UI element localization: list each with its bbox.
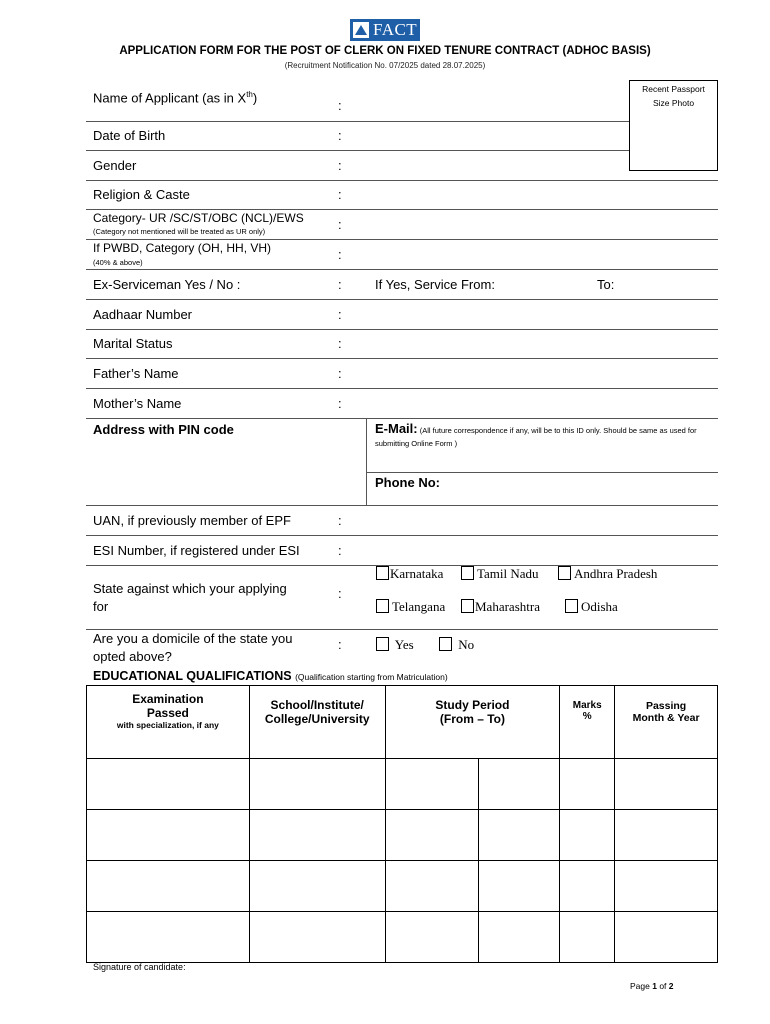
divider [86, 329, 718, 330]
table-cell[interactable] [249, 759, 385, 810]
fact-emblem-icon [353, 22, 369, 38]
signature-field[interactable] [212, 958, 412, 976]
table-cell[interactable] [479, 912, 560, 963]
checkbox[interactable] [376, 566, 389, 580]
esi-input[interactable] [355, 538, 715, 562]
signature-label: Signature of candidate: [93, 962, 186, 972]
mother-colon: : [338, 396, 342, 411]
name-input[interactable] [355, 92, 625, 116]
state-option-andhra-pradesh[interactable]: Andhra Pradesh [558, 566, 657, 582]
table-cell[interactable] [560, 861, 615, 912]
header-study-period: Study Period (From – To) [385, 686, 560, 759]
ex-serviceman-colon: : [338, 277, 342, 292]
table-row [87, 861, 718, 912]
state-label-line2: for [93, 599, 109, 614]
divider [86, 629, 718, 630]
state-option-odisha[interactable]: Odisha [565, 599, 618, 615]
table-cell[interactable] [615, 912, 718, 963]
table-cell[interactable] [615, 861, 718, 912]
email-block [375, 422, 710, 450]
father-label: Father’s Name [93, 366, 179, 381]
table-cell[interactable] [385, 810, 479, 861]
address-label: Address with PIN code [93, 422, 234, 437]
table-cell[interactable] [479, 759, 560, 810]
marital-input[interactable] [355, 332, 715, 356]
state-option-telangana[interactable]: Telangana [376, 599, 445, 615]
pwbd-input[interactable] [355, 242, 715, 266]
checkbox[interactable] [376, 637, 389, 651]
category-colon: : [338, 217, 342, 232]
divider [86, 239, 718, 240]
marital-colon: : [338, 336, 342, 351]
table-cell[interactable] [87, 759, 250, 810]
phone-input[interactable] [450, 474, 715, 500]
table-cell[interactable] [560, 759, 615, 810]
state-label-line1: State against which your applying [93, 581, 287, 596]
table-cell[interactable] [479, 810, 560, 861]
uan-label: UAN, if previously member of EPF [93, 513, 291, 528]
education-heading: EDUCATIONAL QUALIFICATIONS (Qualification starting from Matriculation) [93, 669, 448, 683]
header-examination: Examination Passed with specialization, if any [87, 686, 250, 759]
dob-colon: : [338, 128, 342, 143]
table-cell[interactable] [87, 912, 250, 963]
header-school: School/Institute/ College/University [249, 686, 385, 759]
education-table [86, 685, 718, 963]
photo-box-line1: Recent Passport [642, 84, 705, 94]
photo-box-line2: Size Photo [652, 98, 695, 108]
service-from-label: If Yes, Service From: [375, 277, 495, 292]
esi-label: ESI Number, if registered under ESI [93, 543, 300, 558]
category-note: (Category not mentioned will be treated as UR only) [93, 227, 266, 236]
divider [366, 418, 367, 505]
table-cell[interactable] [560, 912, 615, 963]
email-input[interactable] [375, 452, 710, 470]
service-to-input[interactable] [622, 272, 716, 296]
table-cell[interactable] [249, 912, 385, 963]
table-cell[interactable] [385, 759, 479, 810]
address-input[interactable] [90, 440, 362, 502]
father-colon: : [338, 366, 342, 381]
checkbox[interactable] [439, 637, 452, 651]
gender-colon: : [338, 158, 342, 173]
passport-photo-box[interactable] [629, 80, 718, 171]
table-cell[interactable] [385, 861, 479, 912]
divider [86, 505, 718, 506]
table-cell[interactable] [87, 861, 250, 912]
gender-label: Gender [93, 158, 137, 173]
aadhaar-input[interactable] [355, 302, 715, 326]
divider [86, 150, 629, 151]
category-input[interactable] [355, 212, 715, 236]
divider [86, 535, 718, 536]
mother-label: Mother’s Name [93, 396, 182, 411]
email-note: (All future correspondence if any, will be to this ID only. Should be same as used for submitting Online Form ) [375, 426, 697, 448]
table-row [87, 759, 718, 810]
divider [86, 388, 718, 389]
table-cell[interactable] [249, 861, 385, 912]
checkbox[interactable] [565, 599, 578, 613]
table-row [87, 810, 718, 861]
state-option-karnataka[interactable]: Karnataka [376, 566, 443, 582]
domicile-colon: : [338, 637, 342, 652]
divider [366, 472, 718, 473]
pwbd-note: (40% & above) [93, 258, 143, 267]
table-row [87, 912, 718, 963]
state-option-maharashtra[interactable]: Maharashtra [461, 599, 540, 615]
email-label: E-Mail: [375, 421, 418, 436]
religion-colon: : [338, 187, 342, 202]
mother-input[interactable] [355, 391, 715, 415]
dob-label: Date of Birth [93, 128, 166, 143]
uan-input[interactable] [355, 508, 715, 532]
table-cell[interactable] [560, 810, 615, 861]
logo-text: FACT [373, 20, 418, 39]
domicile-option-yes[interactable]: Yes [376, 637, 414, 653]
header-passing: Passing Month & Year [615, 686, 718, 759]
service-to-label: To: [597, 277, 615, 292]
divider [86, 358, 718, 359]
divider [86, 299, 718, 300]
uan-colon: : [338, 513, 342, 528]
state-colon: : [338, 586, 342, 601]
ex-serviceman-label: Ex-Serviceman Yes / No : [93, 277, 241, 292]
table-cell[interactable] [479, 861, 560, 912]
table-cell[interactable] [87, 810, 250, 861]
table-cell[interactable] [615, 810, 718, 861]
divider [86, 209, 718, 210]
divider [86, 418, 718, 419]
checkbox[interactable] [376, 599, 389, 613]
religion-label: Religion & Caste [93, 187, 190, 202]
aadhaar-colon: : [338, 307, 342, 322]
table-cell[interactable] [615, 759, 718, 810]
checkbox[interactable] [461, 566, 474, 580]
divider [86, 269, 718, 270]
table-header-row [87, 686, 718, 759]
form-subtitle: (Recruitment Notification No. 07/2025 dated 28.07.2025) [284, 61, 486, 70]
divider [86, 180, 718, 181]
fact-logo [350, 19, 420, 41]
checkbox[interactable] [558, 566, 571, 580]
header-marks: Marks % [560, 686, 615, 759]
state-option-tamil-nadu[interactable]: Tamil Nadu [461, 566, 539, 582]
form-title: APPLICATION FORM FOR THE POST OF CLERK ON FIXED TENURE CONTRACT (ADHOC BASIS) [119, 45, 651, 57]
phone-label: Phone No: [375, 475, 440, 490]
category-label: Category- UR /SC/ST/OBC (NCL)/EWS [93, 211, 304, 225]
gender-input[interactable] [355, 153, 625, 177]
table-cell[interactable] [385, 912, 479, 963]
domicile-option-no[interactable]: No [439, 637, 474, 653]
religion-input[interactable] [355, 183, 715, 207]
father-input[interactable] [355, 361, 715, 385]
domicile-label-line1: Are you a domicile of the state you [93, 631, 293, 646]
page-number: Page 1 of 2 [630, 981, 674, 991]
table-cell[interactable] [249, 810, 385, 861]
marital-label: Marital Status [93, 336, 173, 351]
name-colon: : [338, 98, 342, 113]
name-label: Name of Applicant (as in Xth) [93, 90, 258, 106]
checkbox[interactable] [461, 599, 474, 613]
service-from-input[interactable] [505, 272, 590, 296]
divider [86, 121, 629, 122]
pwbd-label: If PWBD, Category (OH, HH, VH) [93, 241, 272, 255]
dob-input[interactable] [355, 124, 625, 148]
pwbd-colon: : [338, 247, 342, 262]
domicile-label-line2: opted above? [93, 649, 172, 664]
esi-colon: : [338, 543, 342, 558]
aadhaar-label: Aadhaar Number [93, 307, 192, 322]
